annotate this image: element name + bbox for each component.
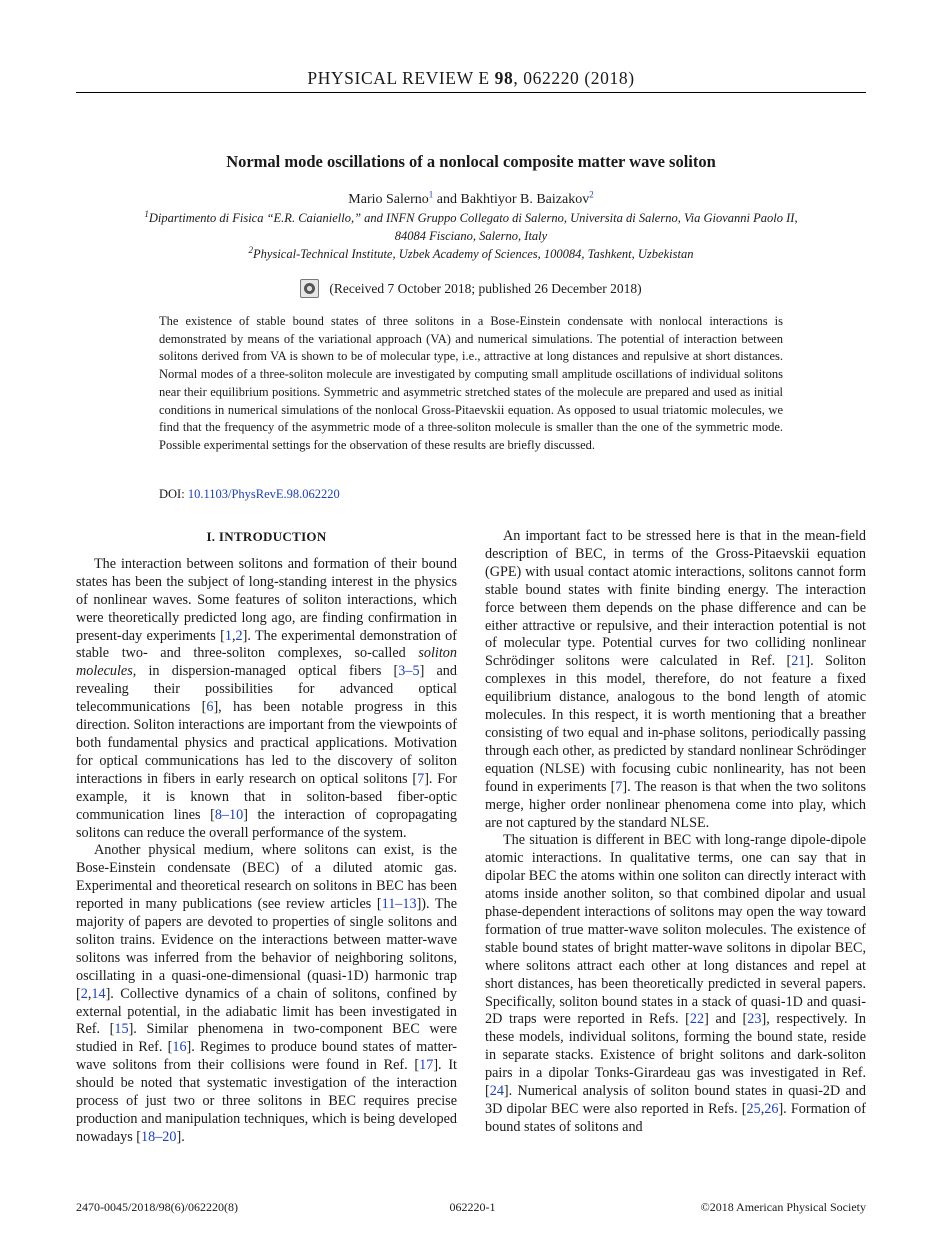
journal-header [76, 68, 866, 89]
affiliation-marker[interactable]: 1 [428, 189, 434, 200]
received-dates: (Received 7 October 2018; published 26 December 2018) [329, 280, 642, 296]
citation-link[interactable]: 26 [764, 1101, 779, 1117]
affiliation-1 [76, 209, 866, 245]
crossmark-icon[interactable] [300, 279, 319, 298]
doi-label: DOI: [159, 487, 188, 501]
doi-line [159, 487, 340, 502]
paragraph: The situation is different in BEC with long-range dipole-dipole atomic interactions. In qualitative terms, one can say that in dipolar BEC the atoms within one soliton can directly interact with atoms inside another soliton, so that combined dipolar and usual phase-dependent interactions of solitons may open the way toward formation of true matter-wave soliton molecules. The existence of stable bound states of bright matter-wave solitons in dipolar BEC, where solitons attract each other at long distances and repel at short distances, has been theoretically predicted in several papers. Specifically, soliton bound states in a stack of quasi-1D and quasi-2D traps were reported in Refs. [22] and [23], respectively. In these models, individual solitons, forming the bound state, reside in separate stacks. Existence of bright solitons and dark-soliton pairs in a dipolar Tonks-Girardeau gas was investigated in Ref. [24]. Numerical analysis of soliton bound states in quasi-2D and 3D dipolar BEC were also reported in Refs. [25,26]. Formation of bound states of solitons and [485, 832, 867, 1135]
header-rule [76, 92, 866, 93]
right-column [485, 528, 866, 1137]
citation-link[interactable]: 23 [747, 1011, 762, 1028]
author-list [76, 189, 866, 208]
citation-link[interactable]: 8–10 [214, 806, 244, 823]
citation-link[interactable]: 22 [689, 1011, 705, 1028]
affiliation-marker[interactable]: 2 [589, 189, 594, 200]
citation-link[interactable]: 16 [172, 1039, 187, 1056]
citation-link[interactable]: 3–5 [398, 663, 420, 680]
citation-link[interactable]: 24 [489, 1083, 504, 1100]
author-conjunction: and [433, 192, 461, 207]
affiliation-text: Dipartimento di Fisica “E.R. Caianiello,” and INFN Gruppo Collegato di Salerno, Universita di Salerno, Via Giovanni Paolo II, [148, 211, 798, 225]
footer-copyright: ©2018 American Physical Society [700, 1200, 866, 1214]
affiliation-number: 2 [248, 244, 254, 255]
paragraph: An important fact to be stressed here is that in the mean-field description of BEC, in terms of the Gross-Pitaevskii equation (GPE) with usual contact atomic interactions, solitons cannot form stable bound states with finite binding energy. The interaction force between them depends on the phase difference and can be either attractive or repulsive, and their interaction potential is not of molecular type. Potential curves for two colliding nonlinear Schrödinger solitons were calculated in Ref. [21]. Soliton complexes in this model, therefore, do not feature a fixed equilibrium distance, analogous to the bond length of atomic molecules. In this respect, it is worth mentioning that a breather consisting of two equal and in-phase solitons, periodically passing through each other, as predicted by standard nonlinear Schrödinger equation (NLSE) with focusing cubic nonlinearity, has not been found in experiments [7]. The reason is that when the two solitons merge, higher order nonlinear phenomena come into play, which are not captured by the standard NLSE. [485, 528, 866, 831]
article-year: , 062220 (2018) [513, 68, 635, 88]
citation-link[interactable]: 14 [91, 985, 106, 1002]
left-column [76, 528, 457, 1147]
citation-link[interactable]: 15 [114, 1021, 129, 1038]
citation-link[interactable]: 6 [206, 699, 214, 716]
section-heading: I. INTRODUCTION [206, 529, 327, 544]
author-name: Mario Salerno [348, 192, 429, 207]
author-name: Bakhtiyor B. Baizakov [460, 192, 590, 207]
footer-issn: 2470-0045/2018/98(6)/062220(8) [76, 1200, 238, 1214]
citation-link[interactable]: 2 [235, 627, 243, 644]
paragraph: Another physical medium, where solitons can exist, is the Bose-Einstein condensate (BEC) of a diluted atomic gas. Experimental and theoretical research on solitons in BEC has been reported in many publications (see review articles [11–13]). The majority of papers are devoted to properties of single solitons and soliton trains. Evidence on the interactions between matter-wave solitons was inferred from the behavior of neighboring solitons, oscillating in a quasi-one-dimensional (quasi-1D) harmonic trap [2,14]. Collective dynamics of a chain of solitons, confined by external potential, in the adiabatic limit has been investigated in Ref. [15]. Similar phenomena in two-component BEC were studied in Ref. [16]. Regimes to produce bound states of matter-wave solitons from their collisions were found in Ref. [17]. It should be noted that systematic investigation of the interaction process of just two or three solitons in BEC requires precise production and manipulation techniques, which is being developed nowadays [18–20]. [76, 842, 457, 1145]
footer-page-number: 062220-1 [449, 1200, 496, 1214]
citation-link[interactable]: 21 [791, 653, 806, 670]
citation-link[interactable]: 7 [417, 770, 425, 787]
citation-link[interactable]: 11–13 [381, 896, 417, 913]
paper-title: Normal mode oscillations of a nonlocal composite matter wave soliton [226, 152, 716, 171]
citation-link[interactable]: 17 [419, 1057, 434, 1074]
citation-link[interactable]: 18–20 [141, 1128, 177, 1145]
doi-link[interactable]: 10.1103/PhysRevE.98.062220 [187, 487, 340, 501]
affiliation-text: Physical-Technical Institute, Uzbek Academy of Sciences, 100084, Tashkent, Uzbekistan [253, 247, 694, 261]
abstract: The existence of stable bound states of three solitons in a Bose-Einstein condensate with nonlocal interactions is demonstrated by means of the variational approach (VA) and numerical simulations. The potential of interaction between solitons derived from VA is shown to be of molecular type, i.e., attractive at long distances and repulsive at short distances. Normal modes of a three-soliton molecule are investigated by computing small amplitude oscillations of individual solitons near their equilibrium positions. Symmetric and asymmetric stretched states of the molecule are prepared and used as initial conditions in numerical simulations of the nonlocal Gross-Pitaevskii equation. As opposed to usual triatomic molecules, we find that the frequency of the asymmetric mode of a three-soliton molecule is smaller than the one of the symmetric mode. Possible experimental settings for the observation of these results are briefly discussed. [159, 314, 783, 452]
citation-link[interactable]: 25 [746, 1101, 761, 1117]
citation-link[interactable]: 2 [80, 985, 88, 1002]
citation-link[interactable]: 1 [224, 627, 232, 644]
affiliation-2 [76, 245, 866, 263]
paragraph: The interaction between solitons and formation of their bound states has been the subject of long-standing interest in the physics of nonlinear waves. Some features of soliton interactions, which were theoretically predicted long ago, are finding confirmation in present-day experiments [1,2]. The experimental demonstration of stable two- and three-soliton complexes, so-called soliton molecules, in dispersion-managed optical fibers [3–5] and revealing their possibilities for advanced optical telecommunications [6], has been notable progress in this direction. Soliton interactions are important from the viewpoints of both fundamental physics and practical applications. Motivation for optical communications has led to the discovery of soliton interactions in fibers in early research on optical solitons [7]. For example, it is known that in soliton-based fiber-optic communication lines [8–10] the interaction of copropagating solitons can reduce the overall performance of the system. [76, 555, 458, 841]
emphasis: soliton molecules [76, 645, 457, 680]
journal-name: PHYSICAL REVIEW E [307, 68, 490, 88]
citation-link[interactable]: 7 [615, 778, 623, 795]
affiliation-number: 1 [144, 208, 149, 219]
affiliation-text: 84084 Fisciano, Salerno, Italy [394, 229, 548, 243]
received-line [76, 279, 866, 298]
journal-volume: 98 [494, 68, 514, 88]
